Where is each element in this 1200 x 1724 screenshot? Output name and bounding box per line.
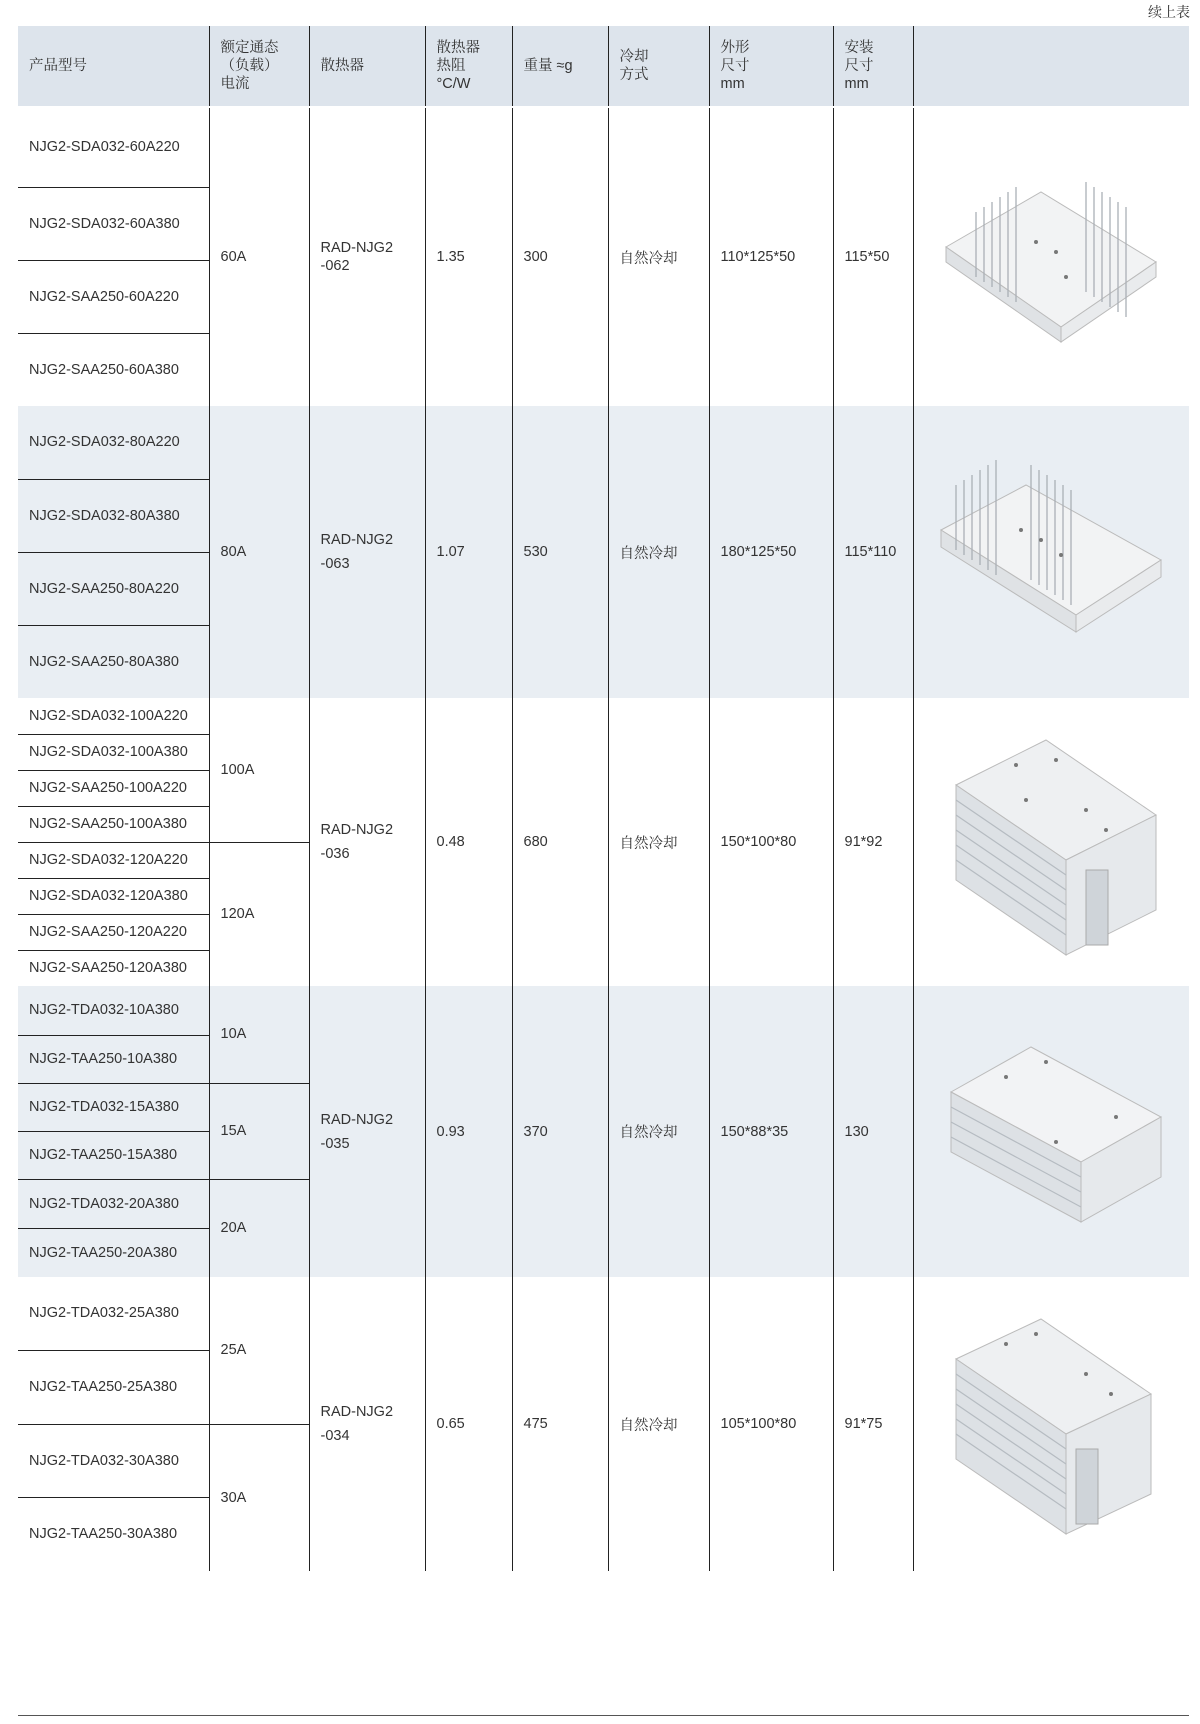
current-cell: 80A: [209, 406, 309, 698]
heatsink-062-illustration: [936, 152, 1166, 362]
continued-note: 续上表: [1148, 4, 1190, 20]
cooling-cell: 自然冷却: [608, 986, 709, 1277]
model-cell: NJG2-SAA250-120A380: [18, 950, 209, 986]
weight-cell: 680: [512, 698, 608, 986]
current-cell: 15A: [209, 1083, 309, 1179]
cooling-cell: 自然冷却: [608, 107, 709, 406]
group-10a-20a: [18, 986, 1189, 1277]
header-image: [913, 26, 1189, 107]
table-row: [18, 107, 1189, 187]
outer-size-cell: 150*88*35: [709, 986, 833, 1277]
current-cell: 120A: [209, 842, 309, 986]
weight-cell: 475: [512, 1277, 608, 1571]
model-cell: NJG2-TDA032-15A380: [18, 1083, 209, 1131]
heatsink-036-illustration: [936, 720, 1166, 965]
heatsink-image: [913, 698, 1189, 986]
header-resistance: 散热器 热阻 °C/W: [425, 26, 512, 107]
heatsink-035-illustration: [936, 1022, 1166, 1242]
group-60a: [18, 107, 1189, 406]
heatsink-image: [913, 1277, 1189, 1571]
model-cell: NJG2-SDA032-100A220: [29, 707, 188, 724]
header-row: [18, 26, 1189, 107]
header-outer-size: 外形 尺寸 mm: [709, 26, 833, 107]
outer-size-cell: 105*100*80: [709, 1277, 833, 1571]
model-cell: NJG2-SAA250-60A380: [18, 333, 209, 406]
mount-size-cell: 91*75: [833, 1277, 913, 1571]
model-cell: NJG2-SAA250-60A220: [18, 260, 209, 333]
mount-size-cell: 91*92: [833, 698, 913, 986]
model-cell: NJG2-TDA032-20A380: [18, 1179, 209, 1228]
model-cell: NJG2-TDA032-30A380: [18, 1424, 209, 1497]
table-bottom-rule: [18, 1715, 1189, 1716]
outer-size-cell: 110*125*50: [709, 107, 833, 406]
model-cell: NJG2-TDA032-25A380: [29, 1305, 179, 1322]
header-weight: 重量 ≈g: [512, 26, 608, 107]
heatsink-cell: RAD-NJG2 -063: [309, 406, 425, 698]
current-cell: 60A: [209, 107, 309, 406]
weight-cell: 300: [512, 107, 608, 406]
table-row: [18, 1277, 1189, 1350]
group-100a-120a: [18, 698, 1189, 986]
current-cell: 20A: [209, 1179, 309, 1277]
heatsink-cell: RAD-NJG2 -036: [309, 698, 425, 986]
cooling-cell: 自然冷却: [608, 698, 709, 986]
model-cell: NJG2-SDA032-80A220: [18, 406, 209, 479]
group-80a: [18, 406, 1189, 698]
model-cell: NJG2-TAA250-10A380: [18, 1035, 209, 1083]
model-cell: NJG2-TDA032-10A380: [18, 986, 209, 1035]
resistance-cell: 0.65: [425, 1277, 512, 1571]
model-cell: NJG2-SDA032-120A220: [18, 842, 209, 878]
model-cell: NJG2-SDA032-80A380: [18, 479, 209, 552]
group-25a-30a: [18, 1277, 1189, 1571]
current-cell: 100A: [209, 698, 309, 842]
mount-size-cell: 115*110: [833, 406, 913, 698]
heatsink-spec-table: [18, 26, 1189, 1571]
heatsink-cell: RAD-NJG2 -062: [309, 107, 425, 406]
heatsink-cell: RAD-NJG2 -034: [309, 1277, 425, 1571]
model-cell: NJG2-SDA032-100A380: [18, 734, 209, 770]
resistance-cell: 1.35: [425, 107, 512, 406]
model-cell: NJG2-SAA250-80A220: [18, 552, 209, 625]
outer-size-cell: 150*100*80: [709, 698, 833, 986]
heatsink-cell: RAD-NJG2 -035: [309, 986, 425, 1277]
heatsink-image: [913, 107, 1189, 406]
model-cell: NJG2-SAA250-100A380: [18, 806, 209, 842]
current-cell: 25A: [209, 1277, 309, 1424]
table-row: [18, 986, 1189, 1035]
heatsink-image: [913, 986, 1189, 1277]
model-cell: NJG2-TAA250-15A380: [18, 1131, 209, 1179]
heatsink-063-illustration: [931, 440, 1171, 665]
mount-size-cell: 130: [833, 986, 913, 1277]
outer-size-cell: 180*125*50: [709, 406, 833, 698]
header-cooling: 冷却 方式: [608, 26, 709, 107]
model-cell: NJG2-SAA250-120A220: [18, 914, 209, 950]
current-cell: 30A: [209, 1424, 309, 1571]
header-heatsink: 散热器: [309, 26, 425, 107]
model-cell: NJG2-TAA250-25A380: [18, 1350, 209, 1424]
model-cell: NJG2-SDA032-60A220: [29, 139, 180, 156]
table-row: [18, 698, 1189, 734]
model-cell: NJG2-SAA250-80A380: [18, 625, 209, 698]
resistance-cell: 0.48: [425, 698, 512, 986]
model-cell: NJG2-TAA250-20A380: [18, 1228, 209, 1277]
resistance-cell: 0.93: [425, 986, 512, 1277]
heatsink-image: [913, 406, 1189, 698]
header-mount-size: 安装 尺寸 mm: [833, 26, 913, 107]
table-row: [18, 406, 1189, 479]
mount-size-cell: 115*50: [833, 107, 913, 406]
weight-cell: 370: [512, 986, 608, 1277]
cooling-cell: 自然冷却: [608, 1277, 709, 1571]
cooling-cell: 自然冷却: [608, 406, 709, 698]
current-cell: 10A: [209, 986, 309, 1083]
model-cell: NJG2-SAA250-100A220: [18, 770, 209, 806]
model-cell: NJG2-SDA032-120A380: [18, 878, 209, 914]
model-cell: NJG2-TAA250-30A380: [18, 1497, 209, 1571]
header-current: 额定通态 （负载） 电流: [209, 26, 309, 107]
heatsink-034-illustration: [936, 1299, 1166, 1549]
header-model: 产品型号: [18, 26, 209, 107]
weight-cell: 530: [512, 406, 608, 698]
model-cell: NJG2-SDA032-60A380: [18, 187, 209, 260]
resistance-cell: 1.07: [425, 406, 512, 698]
